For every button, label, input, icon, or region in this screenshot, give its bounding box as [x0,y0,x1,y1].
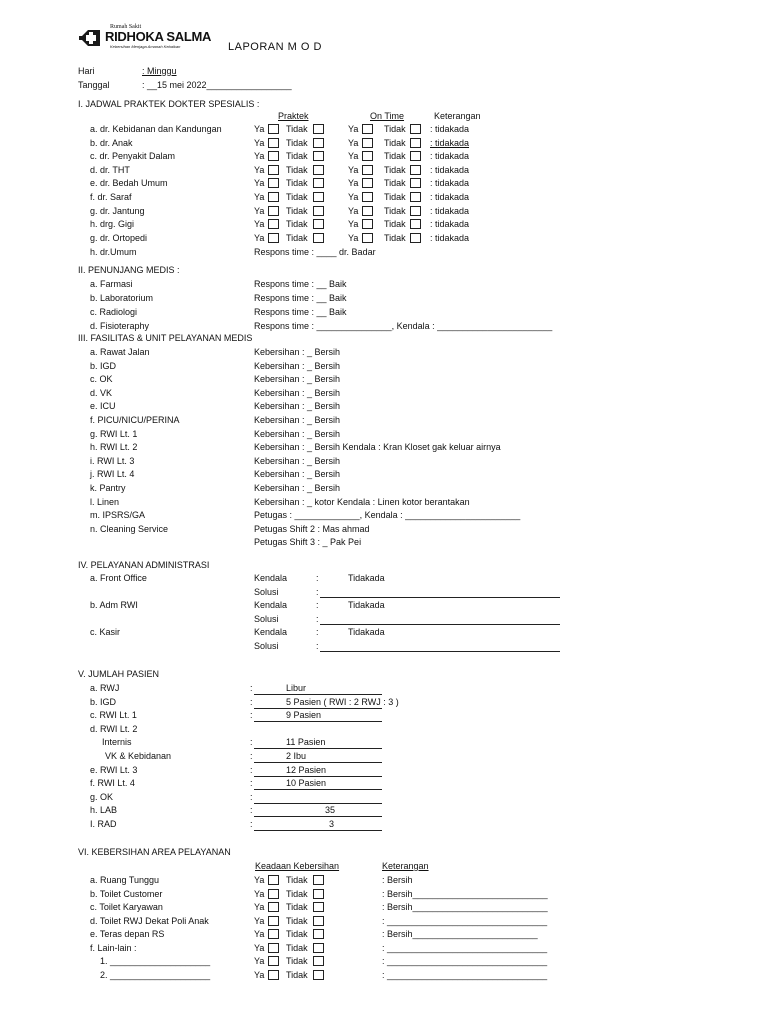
hari-label: Hari [78,66,95,76]
praktek-tidak-checkbox[interactable] [313,151,324,161]
jumlah-row-label: e. RWI Lt. 3 [90,764,138,775]
praktek-tidak-checkbox[interactable] [313,192,324,202]
jumlah-underline [254,803,382,804]
jumlah-colon: : [250,764,253,775]
area-ya-checkbox[interactable] [268,875,279,885]
doctor-row-label: e. dr. Bedah Umum [90,178,168,189]
jumlah-colon: : [250,791,253,802]
penunjang-row-label: c. Radiologi [90,307,138,317]
ontime-ya-checkbox[interactable] [362,138,373,148]
jumlah-row-label: c. RWI Lt. 1 [90,710,137,721]
logo-name: RIDHOKA SALMA [105,29,212,44]
hari-value: : Minggu [142,66,177,76]
solusi-colon: : [316,586,319,597]
praktek-tidak-label: Tidak [286,124,308,134]
doctor-row-keterangan: : tidakada [430,205,470,216]
ontime-tidak-checkbox[interactable] [410,124,421,134]
administrasi-row-label: b. Adm RWI [90,600,138,610]
praktek-ya-label: Ya [254,205,265,216]
solusi-label: Solusi [254,640,279,651]
fasilitas-row-label: i. RWI Lt. 3 [90,455,135,466]
fasilitas-row-label: e. ICU [90,401,116,412]
area-row-label: f. Lain-lain : [90,942,137,953]
col-ontime: On Time [370,111,405,121]
ontime-tidak-label: Tidak [384,192,406,202]
ontime-tidak-label: Tidak [384,205,406,216]
section-6-heading: VI. KEBERSIHAN AREA PELAYANAN [78,847,231,857]
praktek-ya-checkbox[interactable] [268,206,279,216]
ontime-tidak-checkbox[interactable] [410,219,421,229]
praktek-ya-label: Ya [254,219,265,230]
area-row-keterangan: : Bersih___________________________ [382,888,548,899]
area-ya-checkbox[interactable] [268,916,279,926]
jumlah-row-label: d. RWI Lt. 2 [90,723,138,734]
praktek-ya-label: Ya [254,192,265,202]
fasilitas-row-value: Kebersihan : _ Bersih [254,387,341,398]
solusi-label: Solusi [254,613,279,624]
ontime-tidak-checkbox[interactable] [410,192,421,202]
fasilitas-row-value: Kebersihan : _ Bersih [254,455,341,466]
doctor-row-keterangan: : tidakada [430,178,470,189]
area-ya-label: Ya [254,969,265,980]
section-2-heading: II. PENUNJANG MEDIS : [78,265,180,275]
praktek-ya-checkbox[interactable] [268,219,279,229]
jumlah-row-value: 12 Pasien [286,764,327,775]
doctor-row-label: c. dr. Penyakit Dalam [90,151,176,162]
area-ya-label: Ya [254,956,265,966]
doctor-row-keterangan: : tidakada [430,219,470,230]
fasilitas-row-value: Petugas Shift 3 : _ Pak Pei [254,537,362,548]
ontime-ya-checkbox[interactable] [362,151,373,161]
fasilitas-row-value: Petugas Shift 2 : Mas ahmad [254,523,370,534]
ontime-tidak-label: Tidak [384,164,406,175]
area-tidak-checkbox[interactable] [313,929,324,939]
fasilitas-row-value: Kebersihan : _ Bersih [254,374,341,385]
logo-top-text: Rumah Sakit [110,24,142,30]
jumlah-row-label: g. OK [90,791,114,802]
praktek-tidak-label: Tidak [286,232,308,243]
praktek-tidak-label: Tidak [286,151,308,162]
fasilitas-row-value: Petugas : _____________, Kendala : _______________________ [254,510,521,521]
dr-umum-label: h. dr.Umum [90,247,137,257]
area-ya-label: Ya [254,915,265,926]
area-row-label: e. Teras depan RS [90,929,165,939]
jumlah-row-value: 2 Ibu [286,751,307,761]
area-row-keterangan: : ________________________________ [382,969,548,980]
area-ya-checkbox[interactable] [268,943,279,953]
jumlah-colon: : [250,751,253,761]
ontime-ya-checkbox[interactable] [362,178,373,188]
area-row-label: c. Toilet Karyawan [90,902,163,912]
fasilitas-row-value: Kebersihan : _ Bersih [254,415,341,425]
area-row-keterangan: : Bersih [382,875,413,885]
ontime-tidak-label: Tidak [384,137,406,148]
logo-tagline: Kebersihan Menjaga Amanah Kebaikan [110,44,181,49]
solusi-label: Solusi [254,586,279,597]
fasilitas-row-label: l. Linen [90,496,120,507]
area-tidak-label: Tidak [286,969,308,980]
area-ya-label: Ya [254,875,265,885]
kendala-value: Tidakada [348,600,385,610]
praktek-ya-label: Ya [254,151,265,162]
area-ya-checkbox[interactable] [268,956,279,966]
kendala-label: Kendala [254,573,288,583]
jumlah-underline [254,721,382,722]
col-keterangan-2: Keterangan [382,861,429,871]
kendala-label: Kendala [254,627,288,637]
area-ya-label: Ya [254,902,265,912]
ontime-tidak-label: Tidak [384,219,406,230]
area-tidak-checkbox[interactable] [313,875,324,885]
jumlah-row-value: 9 Pasien [286,710,322,721]
praktek-tidak-checkbox[interactable] [313,138,324,148]
ontime-tidak-checkbox[interactable] [410,178,421,188]
jumlah-colon: : [250,805,253,816]
area-ya-label: Ya [254,929,265,939]
area-tidak-label: Tidak [286,902,308,912]
ontime-ya-label: Ya [348,164,359,175]
kendala-value: Tidakada [348,627,385,637]
praktek-ya-label: Ya [254,137,265,148]
fasilitas-row-value: Kebersihan : _ Bersih [254,469,341,480]
area-ya-checkbox[interactable] [268,902,279,912]
ontime-ya-label: Ya [348,205,359,216]
jumlah-row-value: Libur [286,683,307,693]
jumlah-underline [254,694,382,695]
penunjang-row-value: Respons time : __ Baik [254,307,347,317]
praktek-ya-label: Ya [254,124,265,134]
praktek-tidak-label: Tidak [286,137,308,148]
praktek-ya-label: Ya [254,178,265,189]
praktek-tidak-label: Tidak [286,178,308,189]
praktek-tidak-label: Tidak [286,192,308,202]
doctor-row-keterangan: : tidakada [430,137,470,148]
ontime-tidak-checkbox[interactable] [410,206,421,216]
penunjang-row-value: Respons time : __ Baik [254,279,347,289]
jumlah-underline [254,748,382,749]
fasilitas-row-value: Kebersihan : _ kotor Kendala : Linen kotor berantakan [254,496,470,507]
praktek-tidak-checkbox[interactable] [313,124,324,134]
page-title: LAPORAN M O D [228,41,322,53]
col-keterangan: Keterangan [434,111,481,121]
administrasi-row-label: c. Kasir [90,627,121,637]
fasilitas-row-value: Kebersihan : _ Bersih Kendala : Kran Kloset gak keluar airnya [254,442,501,453]
jumlah-colon: : [250,819,253,829]
section-5-heading: V. JUMLAH PASIEN [78,669,160,679]
praktek-tidak-checkbox[interactable] [313,233,324,243]
jumlah-colon: : [250,778,253,789]
jumlah-row-value: 10 Pasien [286,778,327,789]
doctor-row-label: a. dr. Kebidanan dan Kandungan [90,124,222,134]
fasilitas-row-value: Kebersihan : _ Bersih [254,360,341,371]
ontime-ya-label: Ya [348,124,359,134]
administrasi-row-label: a. Front Office [90,573,147,583]
ontime-tidak-checkbox[interactable] [410,151,421,161]
area-tidak-label: Tidak [286,956,308,966]
ontime-tidak-label: Tidak [384,232,406,243]
solusi-line [320,597,560,598]
kendala-value: Tidakada [348,573,385,583]
area-tidak-checkbox[interactable] [313,970,324,980]
jumlah-row-value: 3 [329,819,335,829]
jumlah-row-label: VK & Kebidanan [105,751,172,761]
jumlah-underline [254,708,382,709]
praktek-tidak-label: Tidak [286,205,308,216]
kendala-colon: : [316,627,319,637]
ontime-tidak-label: Tidak [384,151,406,162]
area-tidak-label: Tidak [286,875,308,885]
doctor-row-label: b. dr. Anak [90,137,133,148]
praktek-tidak-checkbox[interactable] [313,165,324,175]
jumlah-colon: : [250,710,253,721]
ontime-ya-label: Ya [348,178,359,189]
area-tidak-label: Tidak [286,888,308,899]
area-tidak-checkbox[interactable] [313,889,324,899]
tanggal-value: : __15 mei 2022_________________ [142,80,292,90]
area-tidak-label: Tidak [286,929,308,939]
area-row-label: a. Ruang Tunggu [90,875,160,885]
praktek-ya-checkbox[interactable] [268,192,279,202]
area-tidak-checkbox[interactable] [313,902,324,912]
doctor-row-label: d. dr. THT [90,164,130,175]
solusi-colon: : [316,640,319,651]
area-row-label: b. Toilet Customer [90,888,163,899]
dr-umum-value: Respons time : ____ dr. Badar [254,247,376,257]
ontime-ya-checkbox[interactable] [362,124,373,134]
area-ya-checkbox[interactable] [268,929,279,939]
area-ya-label: Ya [254,942,265,953]
area-tidak-checkbox[interactable] [313,956,324,966]
doctor-row-keterangan: : tidakada [430,164,470,175]
area-row-label: 2. ____________________ [100,969,211,980]
penunjang-row-value: Respons time : _______________, Kendala : _______________________ [254,321,553,331]
fasilitas-row-label: b. IGD [90,360,117,371]
praktek-tidak-checkbox[interactable] [313,206,324,216]
jumlah-row-label: I. RAD [90,819,117,829]
doctor-row-label: g. dr. Ortopedi [90,232,148,243]
section-3-heading: III. FASILITAS & UNIT PELAYANAN MEDIS [78,333,253,343]
area-row-keterangan: : ________________________________ [382,915,548,926]
ontime-tidak-label: Tidak [384,124,406,134]
fasilitas-row-label: j. RWI Lt. 4 [90,469,135,480]
area-row-keterangan: : Bersih_________________________ [382,929,538,939]
kendala-label: Kendala [254,600,288,610]
area-row-keterangan: : ________________________________ [382,942,548,953]
ontime-ya-checkbox[interactable] [362,233,373,243]
fasilitas-row-label: d. VK [90,387,113,398]
jumlah-row-label: f. RWI Lt. 4 [90,778,135,789]
solusi-colon: : [316,613,319,624]
doctor-row-label: f. dr. Saraf [90,192,132,202]
solusi-line [320,651,560,652]
ontime-ya-checkbox[interactable] [362,192,373,202]
fasilitas-row-label: f. PICU/NICU/PERINA [90,415,180,425]
fasilitas-row-label: a. Rawat Jalan [90,347,150,357]
penunjang-row-label: b. Laboratorium [90,293,154,303]
doctor-row-label: h. drg. Gigi [90,219,135,230]
area-tidak-checkbox[interactable] [313,916,324,926]
fasilitas-row-value: Kebersihan : _ Bersih [254,428,341,439]
jumlah-colon: : [250,683,253,693]
praktek-ya-checkbox[interactable] [268,233,279,243]
jumlah-row-value: 35 [325,805,336,816]
praktek-ya-checkbox[interactable] [268,151,279,161]
jumlah-row-value: 5 Pasien ( RWI : 2 RWJ : 3 ) [286,696,399,707]
praktek-ya-checkbox[interactable] [268,165,279,175]
ontime-tidak-checkbox[interactable] [410,138,421,148]
fasilitas-row-label: m. IPSRS/GA [90,510,146,521]
doctor-row-keterangan: : tidakada [430,192,470,202]
jumlah-row-label: a. RWJ [90,683,120,693]
area-row-label: d. Toilet RWJ Dekat Poli Anak [90,915,209,926]
solusi-line [320,624,560,625]
area-tidak-checkbox[interactable] [313,943,324,953]
jumlah-row-value: 11 Pasien [286,737,326,748]
praktek-tidak-label: Tidak [286,164,308,175]
praktek-ya-checkbox[interactable] [268,178,279,188]
col-keadaan: Keadaan Kebersihan [255,861,340,871]
ontime-ya-label: Ya [348,151,359,162]
col-praktek: Praktek [278,111,309,121]
penunjang-row-label: d. Fisioteraphy [90,321,150,331]
praktek-ya-checkbox[interactable] [268,138,279,148]
penunjang-row-value: Respons time : __ Baik [254,293,347,303]
ontime-ya-label: Ya [348,137,359,148]
kendala-colon: : [316,600,319,610]
area-ya-label: Ya [254,888,265,899]
area-ya-checkbox[interactable] [268,970,279,980]
ontime-ya-checkbox[interactable] [362,206,373,216]
praktek-tidak-checkbox[interactable] [313,178,324,188]
jumlah-row-label: Internis [102,737,132,748]
praktek-ya-label: Ya [254,232,265,243]
praktek-tidak-label: Tidak [286,219,308,230]
fasilitas-row-label: k. Pantry [90,483,126,493]
jumlah-underline [254,830,382,831]
doctor-row-keterangan: : tidakada [430,232,470,243]
doctor-row-keterangan: : tidakada [430,151,470,162]
ontime-ya-label: Ya [348,192,359,202]
hospital-logo [78,24,212,52]
doctor-row-keterangan: : tidakada [430,124,470,134]
area-row-label: 1. ____________________ [100,956,211,966]
jumlah-underline [254,816,382,817]
fasilitas-row-label: c. OK [90,374,113,385]
praktek-ya-checkbox[interactable] [268,124,279,134]
fasilitas-row-label: g. RWI Lt. 1 [90,428,138,439]
area-tidak-label: Tidak [286,942,308,953]
jumlah-underline [254,762,382,763]
fasilitas-row-value: Kebersihan : _ Bersih [254,401,341,412]
jumlah-underline [254,789,382,790]
ontime-ya-checkbox[interactable] [362,165,373,175]
praktek-ya-label: Ya [254,164,265,175]
ontime-ya-label: Ya [348,219,359,230]
area-tidak-label: Tidak [286,915,308,926]
section-4-heading: IV. PELAYANAN ADMINISTRASI [78,560,210,570]
praktek-tidak-checkbox[interactable] [313,219,324,229]
kendala-colon: : [316,573,319,583]
jumlah-colon: : [250,737,253,748]
fasilitas-row-label: n. Cleaning Service [90,523,169,534]
ontime-tidak-checkbox[interactable] [410,233,421,243]
area-ya-checkbox[interactable] [268,889,279,899]
jumlah-colon: : [250,696,253,707]
fasilitas-row-value: Kebersihan : _ Bersih [254,483,341,493]
penunjang-row-label: a. Farmasi [90,279,133,289]
ontime-ya-checkbox[interactable] [362,219,373,229]
doctor-row-label: g. dr. Jantung [90,205,145,216]
jumlah-underline [254,776,382,777]
fasilitas-row-value: Kebersihan : _ Bersih [254,347,341,357]
area-row-keterangan: : ________________________________ [382,956,548,966]
tanggal-label: Tanggal [78,80,110,90]
ontime-tidak-checkbox[interactable] [410,165,421,175]
section-1-heading: I. JADWAL PRAKTEK DOKTER SPESIALIS : [78,99,260,109]
fasilitas-row-label: h. RWI Lt. 2 [90,442,138,453]
jumlah-row-label: b. IGD [90,696,117,707]
jumlah-row-label: h. LAB [90,805,118,816]
area-row-keterangan: : Bersih___________________________ [382,902,548,912]
ontime-tidak-label: Tidak [384,178,406,189]
ontime-ya-label: Ya [348,232,359,243]
